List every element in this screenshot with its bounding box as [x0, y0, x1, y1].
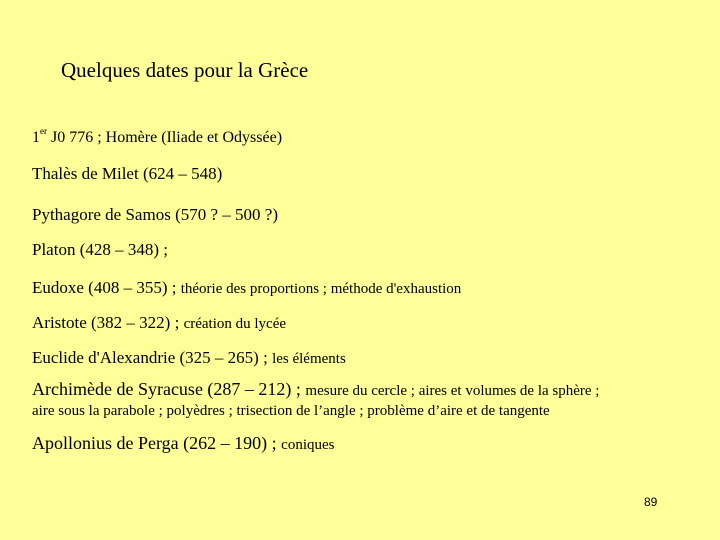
entry-archimede [32, 380, 599, 399]
entry-note: création du lycée [183, 316, 287, 332]
entry-euclide [32, 349, 346, 367]
entry-aristote [32, 314, 286, 332]
entry-ordinal: 1 [32, 129, 40, 146]
entry-text: Platon (428 – 348) ; [32, 240, 168, 259]
entry-thales [32, 165, 222, 182]
entry-apollonius [32, 434, 334, 453]
entry-pythagore [32, 206, 278, 223]
entry-text: Archimède de Syracuse (287 – 212) ; [32, 379, 306, 399]
entry-text: Aristote (382 – 322) ; [32, 313, 184, 332]
entry-note: les éléments [272, 351, 346, 367]
entry-text: J0 776 ; Homère (Iliade et Odyssée) [47, 129, 283, 146]
entry-text: Thalès de Milet (624 – 548) [32, 164, 223, 183]
entry-archimede-continued: aire sous la parabole ; polyèdres ; trisection de l’angle ; problème d’aire et de tangente [32, 403, 550, 419]
slide-title: Quelques dates pour la Grèce [61, 58, 309, 82]
entry-eudoxe [32, 279, 461, 297]
entry-note: théorie des proportions ; méthode d'exhaustion [180, 281, 462, 297]
entry-text: Euclide d'Alexandrie (325 – 265) ; [32, 348, 273, 367]
entry-platon [32, 241, 168, 258]
entry-text: Pythagore de Samos (570 ? – 500 ?) [32, 205, 278, 224]
entry-text: Eudoxe (408 – 355) ; [32, 278, 181, 297]
entry-note: mesure du cercle ; aires et volumes de la sphère ; [305, 383, 600, 399]
entry-note: coniques [281, 437, 335, 453]
page-number: 89 [644, 495, 658, 509]
entry-ordinal-suffix: er [40, 126, 47, 136]
entry-homere [32, 127, 282, 146]
entry-text: Apollonius de Perga (262 – 190) ; [32, 433, 282, 453]
